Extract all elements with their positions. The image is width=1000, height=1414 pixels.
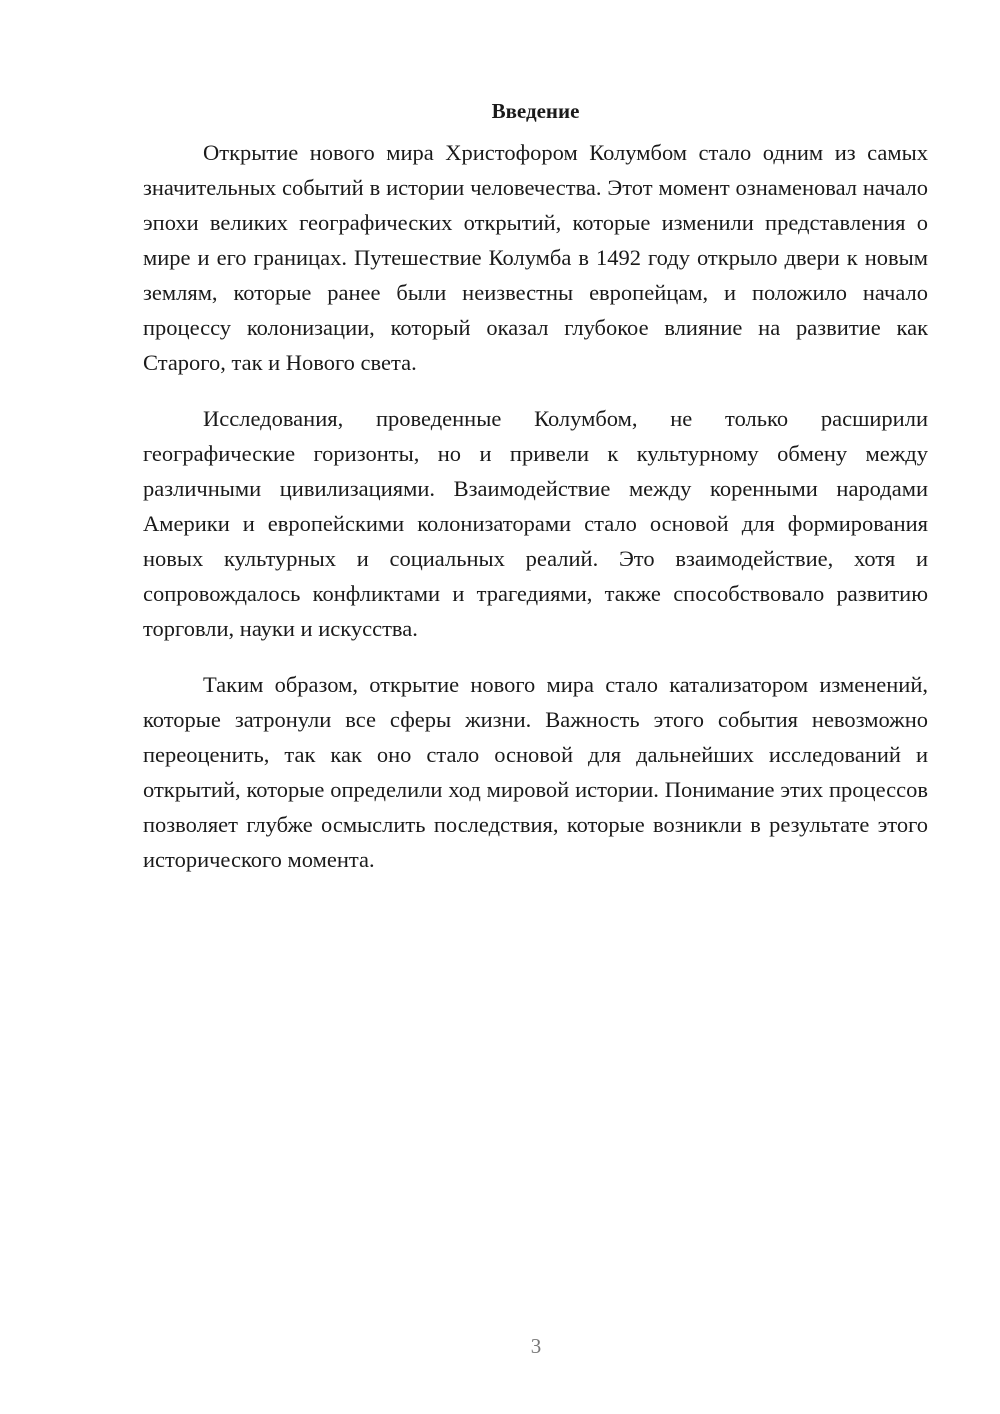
paragraph-3: Таким образом, открытие нового мира стало катализатором изменений, которые затронули все сферы жизни. Важность этого события невозможно переоценить, так как оно стало основой для дальнейших исследований и открытий, которые определили ход мировой истории. Понимание этих процессов позволяет глубже осмыслить последствия, которые возникли в результате этого исторического момента.: [143, 672, 928, 872]
paragraph-1: Открытие нового мира Христофором Колумбом стало одним из самых значительных событий в истории человечества. Этот момент ознаменовал начало эпохи великих географических открытий, которые изменили представления о мире и его границах. Путешествие Колумба в 1492 году открыло двери к новым землям, которые ранее были неизвестны европейцам, и положило начало процессу колонизации, который оказал глубокое влияние на развитие как Старого, так и Нового света.: [143, 140, 928, 375]
section-title: Введение: [491, 99, 580, 123]
page-number: 3: [530, 1334, 542, 1358]
paragraph-2: Исследования, проведенные Колумбом, не только расширили географические горизонты, но и привели к культурному обмену между различными цивилизациями. Взаимодействие между коренными народами Америки и европейскими колонизаторами стало основой для формирования новых культурных и социальных реалий. Это взаимодействие, хотя и сопровождалось конфликтами и трагедиями, также способствовало развитию торговли, науки и искусства.: [143, 406, 928, 641]
page-content: [143, 96, 928, 898]
